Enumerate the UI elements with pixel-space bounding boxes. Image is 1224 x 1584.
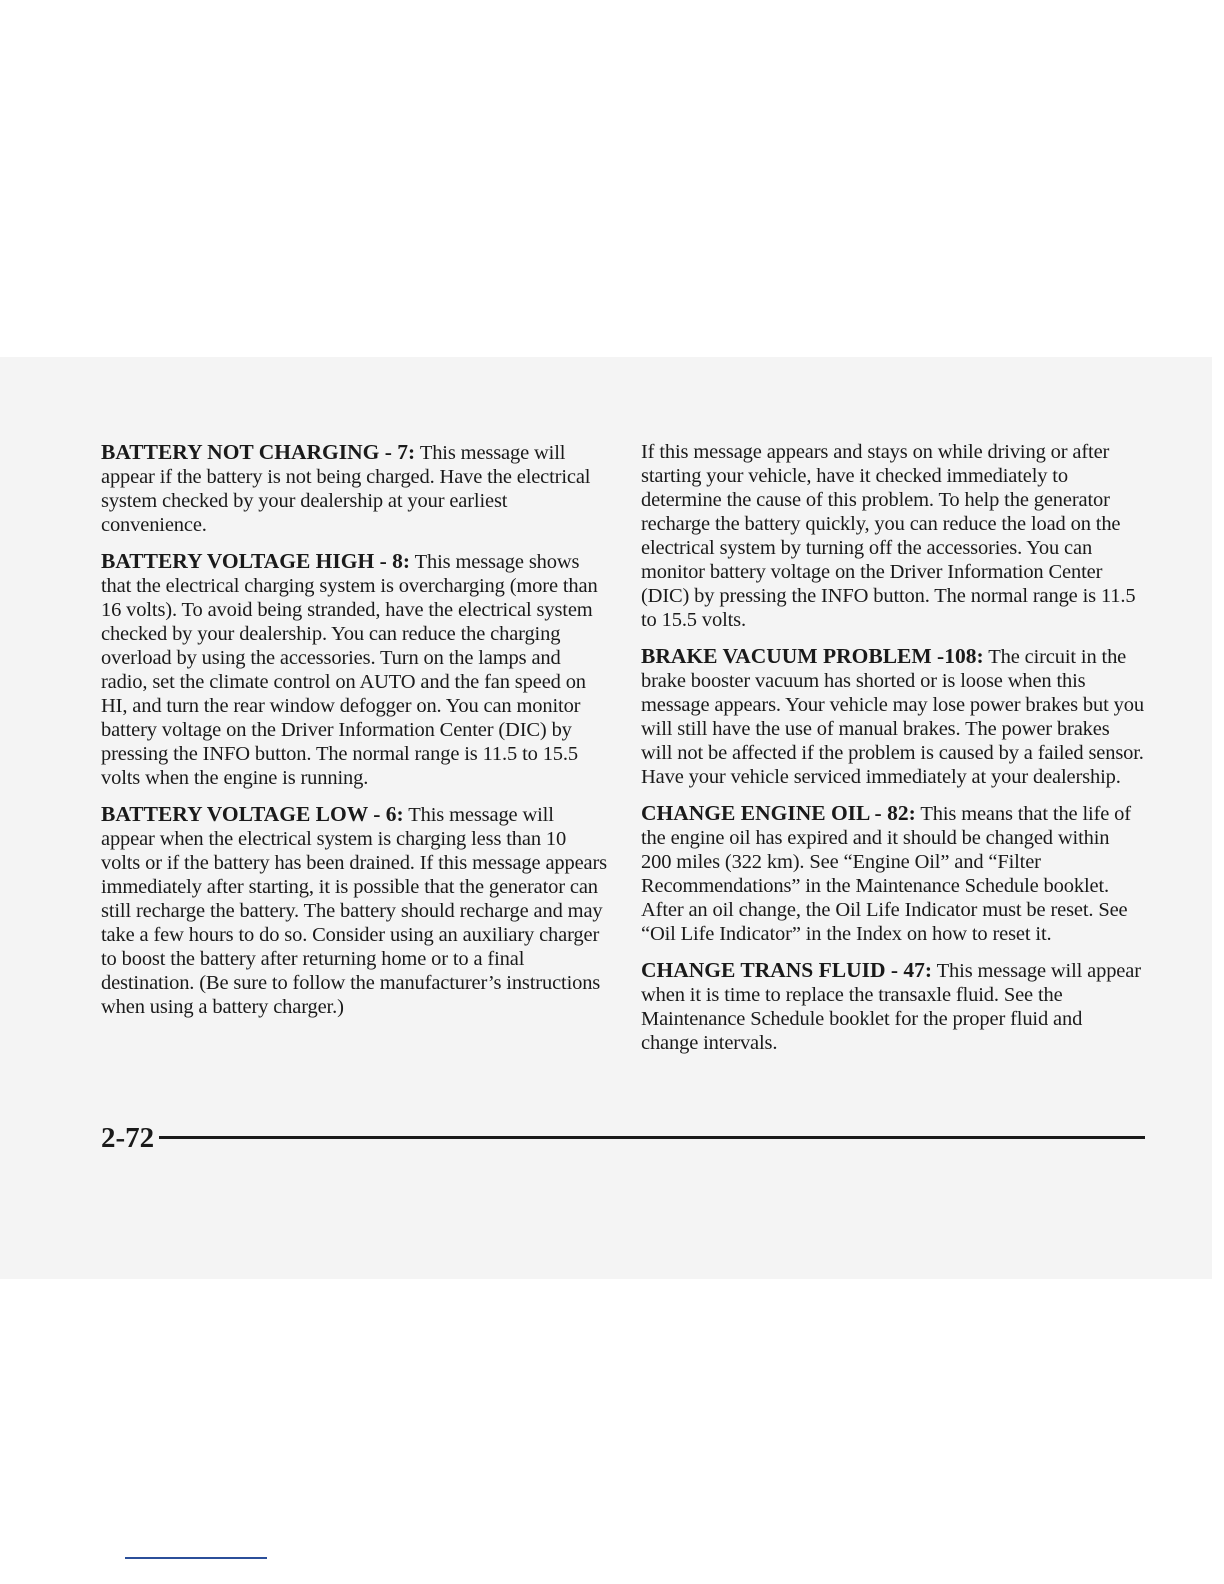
continued-paragraph: If this message appears and stays on while driving or after starting your vehicle, have it checked immediately to determine the cause of this problem. To help the generator recharge the battery quickly, you can reduce the load on the electrical system by turning off the accessories. You can monitor battery voltage on the Driver Information Center (DIC) by pressing the INFO button. The normal range is 11.5 to 15.5 volts.: [641, 441, 1136, 631]
brake-vacuum-problem-paragraph: [641, 644, 1144, 789]
battery-not-charging-body: This message will appear if the battery is not being charged. Have the electrical system checked by your dealership at your earliest convenience.: [101, 442, 591, 536]
brake-vacuum-problem-body: The circuit in the brake booster vacuum has shorted or is loose when this message appears. Your vehicle may lose power brakes but you will still have the use of manual brakes. The power brakes will not be affected if the problem is caused by a failed sensor. Have your vehicle serviced immediately at your dealership.: [641, 646, 1144, 788]
change-engine-oil-body: This means that the life of the engine oil has expired and it should be changed within 200 miles (322 km). See “Engine Oil” and “Filter Recommendations” in the Maintenance Schedule booklet. After an oil change, the Oil Life Indicator must be reset. See “Oil Life Indicator” in the Index on how to reset it.: [641, 803, 1131, 945]
battery-not-charging-heading: BATTERY NOT CHARGING - 7:: [101, 440, 416, 464]
battery-voltage-high-heading: BATTERY VOLTAGE HIGH - 8:: [101, 549, 411, 573]
battery-voltage-low-paragraph: [101, 802, 609, 1019]
battery-voltage-high-paragraph: [101, 549, 609, 790]
battery-voltage-low-body: This message will appear when the electrical system is charging less than 10 volts or if the battery has been drained. If this message appears immediately after starting, it is possible that the generator can still recharge the battery. The battery should recharge and may take a few hours to do so. Consider using an auxiliary charger to boost the battery after returning home or to a final destination. (Be sure to follow the manufacturer’s instructions when using a battery charger.): [101, 804, 607, 1018]
change-trans-fluid-body: This message will appear when it is time to replace the transaxle fluid. See the Maintenance Schedule booklet for the proper fluid and change intervals.: [641, 960, 1141, 1054]
left-column: [101, 440, 609, 1031]
change-engine-oil-heading: CHANGE ENGINE OIL - 82:: [641, 801, 916, 825]
change-trans-fluid-paragraph: [641, 958, 1144, 1055]
battery-voltage-low-heading: BATTERY VOLTAGE LOW - 6:: [101, 802, 404, 826]
bottom-link-underline[interactable]: [125, 1557, 267, 1559]
battery-voltage-high-body: This message shows that the electrical charging system is overcharging (more than 16 volts). To avoid being stranded, have the electrical system checked by your dealership. You can reduce the charging overload by using the accessories. Turn on the lamps and radio, set the climate control on AUTO and the fan speed on HI, and turn the rear window defogger on. You can monitor battery voltage on the Driver Information Center (DIC) by pressing the INFO button. The normal range is 11.5 to 15.5 volts when the engine is running.: [101, 551, 598, 789]
brake-vacuum-problem-heading: BRAKE VACUUM PROBLEM -108:: [641, 644, 984, 668]
change-engine-oil-paragraph: [641, 801, 1144, 946]
footer-rule: [159, 1136, 1145, 1139]
battery-not-charging-paragraph: [101, 440, 609, 537]
page-footer: [101, 1118, 1145, 1158]
right-column: [641, 440, 1144, 1067]
change-trans-fluid-heading: CHANGE TRANS FLUID - 47:: [641, 958, 933, 982]
page-number: 2-72: [101, 1122, 155, 1154]
